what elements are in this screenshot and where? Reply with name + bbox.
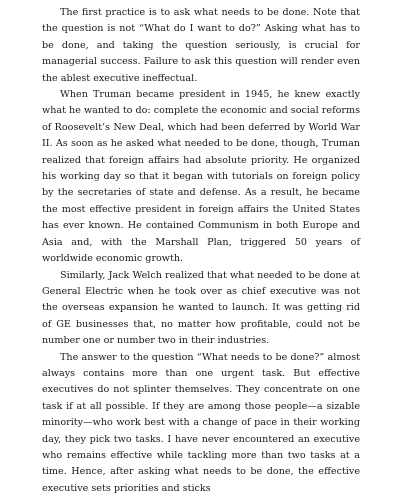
paragraph-4: The answer to the question “What needs to be done?” almost always contains more than one urgent task. But effective executives do not splinter themselves. They concentrate on one task if at all possible. If they are among those people—a sizable minority—who work best with a change of pace in their working day, they pick two tasks. I have never encountered an executive who remains effective while tackling more than two tasks at a time. Hence, after asking what needs to be done, the effective executive sets priorities and sticks: [42, 351, 360, 494]
paragraph-3: Similarly, Jack Welch realized that what needed to be done at General Electric when he took over as chief executive was not the overseas expansion he wanted to launch. It was getting rid of GE businesses that, no matter how profitable, could not be number one or number two in their industries.: [42, 269, 360, 347]
paragraph-1: The first practice is to ask what needs to be done. Note that the question is not “What do I want to do?” Asking what has to be done, and taking the question seriously, is crucial for managerial success. Failure to ask this question will render even the ablest executive ineffectual.: [42, 7, 360, 84]
document-page: [42, 5, 360, 494]
paragraph-2: When Truman became president in 1945, he knew exactly what he wanted to do: complete the economic and social reforms of Roosevelt’s New Deal, which had been deferred by World War II. As soon as he asked what needed to be done, though, Truman realized that foreign affairs had absolute priority. He organized his working day so that it began with tutorials on foreign policy by the secretaries of state and defense. As a result, he became the most effective president in foreign affairs the United States has ever known. He contained Communism in both Europe and Asia and, with the Marshall Plan, triggered 50 years of worldwide economic growth.: [42, 89, 360, 265]
